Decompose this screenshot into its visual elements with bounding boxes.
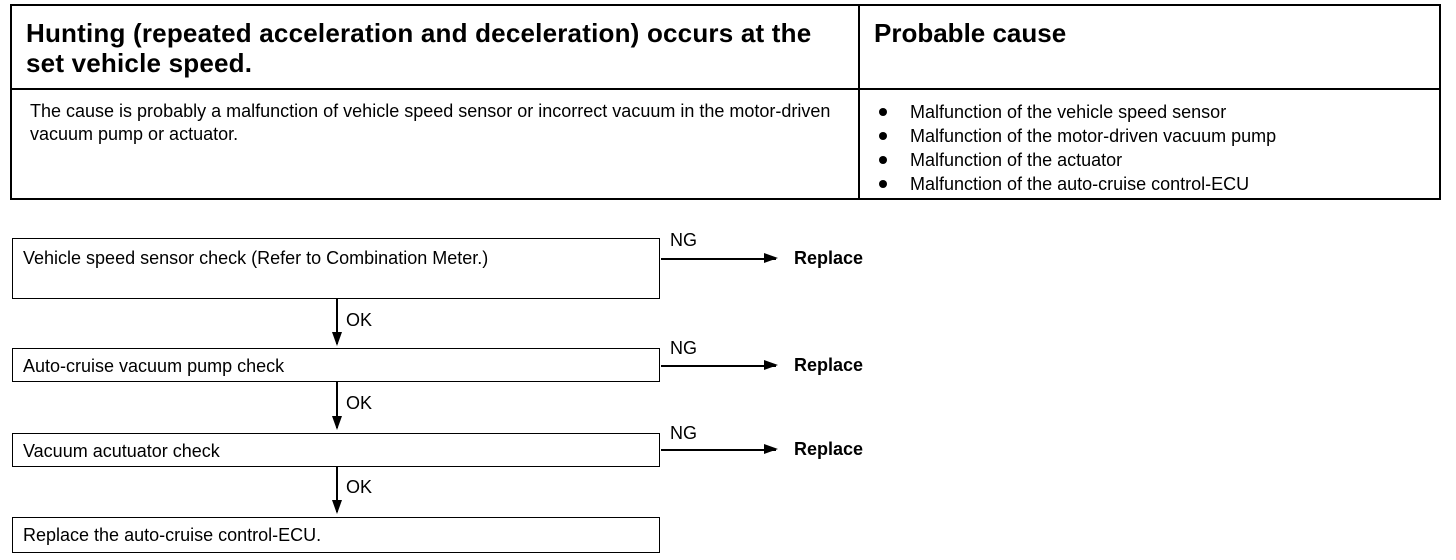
ok-label: OK — [346, 310, 373, 330]
cause-item — [876, 100, 1276, 124]
ok-label: OK — [346, 393, 373, 413]
arrow-head-icon — [764, 360, 778, 370]
ok-label: OK — [346, 477, 373, 497]
ng-label: NG — [670, 423, 697, 443]
cause-item-text: Malfunction of the motor-driven vacuum pump — [910, 126, 1277, 146]
cause-item — [876, 172, 1276, 196]
ok-arrow — [336, 467, 338, 512]
arrow-head-icon — [332, 332, 342, 346]
ok-arrow — [336, 382, 338, 428]
column-divider — [858, 6, 860, 198]
ng-label: NG — [670, 338, 697, 358]
probable-cause-list — [876, 100, 1276, 196]
probable-cause-heading: Probable cause — [874, 18, 1067, 48]
ng-arrow — [661, 365, 776, 367]
symptom-heading: Hunting (repeated acceleration and deceleration) occurs at the set vehicle speed. — [26, 18, 812, 78]
replace-label: Replace — [794, 355, 864, 375]
arrow-head-icon — [764, 444, 778, 454]
replace-label: Replace — [794, 248, 864, 268]
trouble-table — [10, 4, 1441, 200]
step-label: Vehicle speed sensor check (Refer to Combination Meter.) — [23, 248, 489, 268]
arrow-head-icon — [764, 253, 778, 263]
symptom-description: The cause is probably a malfunction of vehicle speed sensor or incorrect vacuum in the motor-driven vacuum pump or actuator. — [30, 101, 831, 144]
step-label: Replace the auto-cruise control-ECU. — [23, 525, 322, 545]
cause-item-text: Malfunction of the actuator — [910, 150, 1123, 170]
replace-label: Replace — [794, 439, 864, 459]
cause-item-text: Malfunction of the vehicle speed sensor — [910, 102, 1227, 122]
cause-item — [876, 148, 1276, 172]
bullet-icon — [879, 156, 887, 164]
arrow-head-icon — [332, 500, 342, 514]
step-box-vacuum-pump-check — [12, 348, 660, 382]
step-label: Auto-cruise vacuum pump check — [23, 356, 285, 376]
cause-item-text: Malfunction of the auto-cruise control-ECU — [910, 174, 1250, 194]
step-label: Vacuum acutuator check — [23, 441, 220, 461]
arrow-head-icon — [332, 416, 342, 430]
bullet-icon — [879, 132, 887, 140]
table-header-row — [12, 6, 1439, 90]
ng-label: NG — [670, 230, 697, 250]
ok-arrow — [336, 299, 338, 344]
step-box-actuator-check — [12, 433, 660, 467]
ng-arrow — [661, 258, 776, 260]
bullet-icon — [879, 180, 887, 188]
bullet-icon — [879, 108, 887, 116]
step-box-speed-sensor-check — [12, 238, 660, 299]
step-box-replace-ecu — [12, 517, 660, 553]
cause-item — [876, 124, 1276, 148]
ng-arrow — [661, 449, 776, 451]
table-body-row — [12, 90, 1439, 198]
